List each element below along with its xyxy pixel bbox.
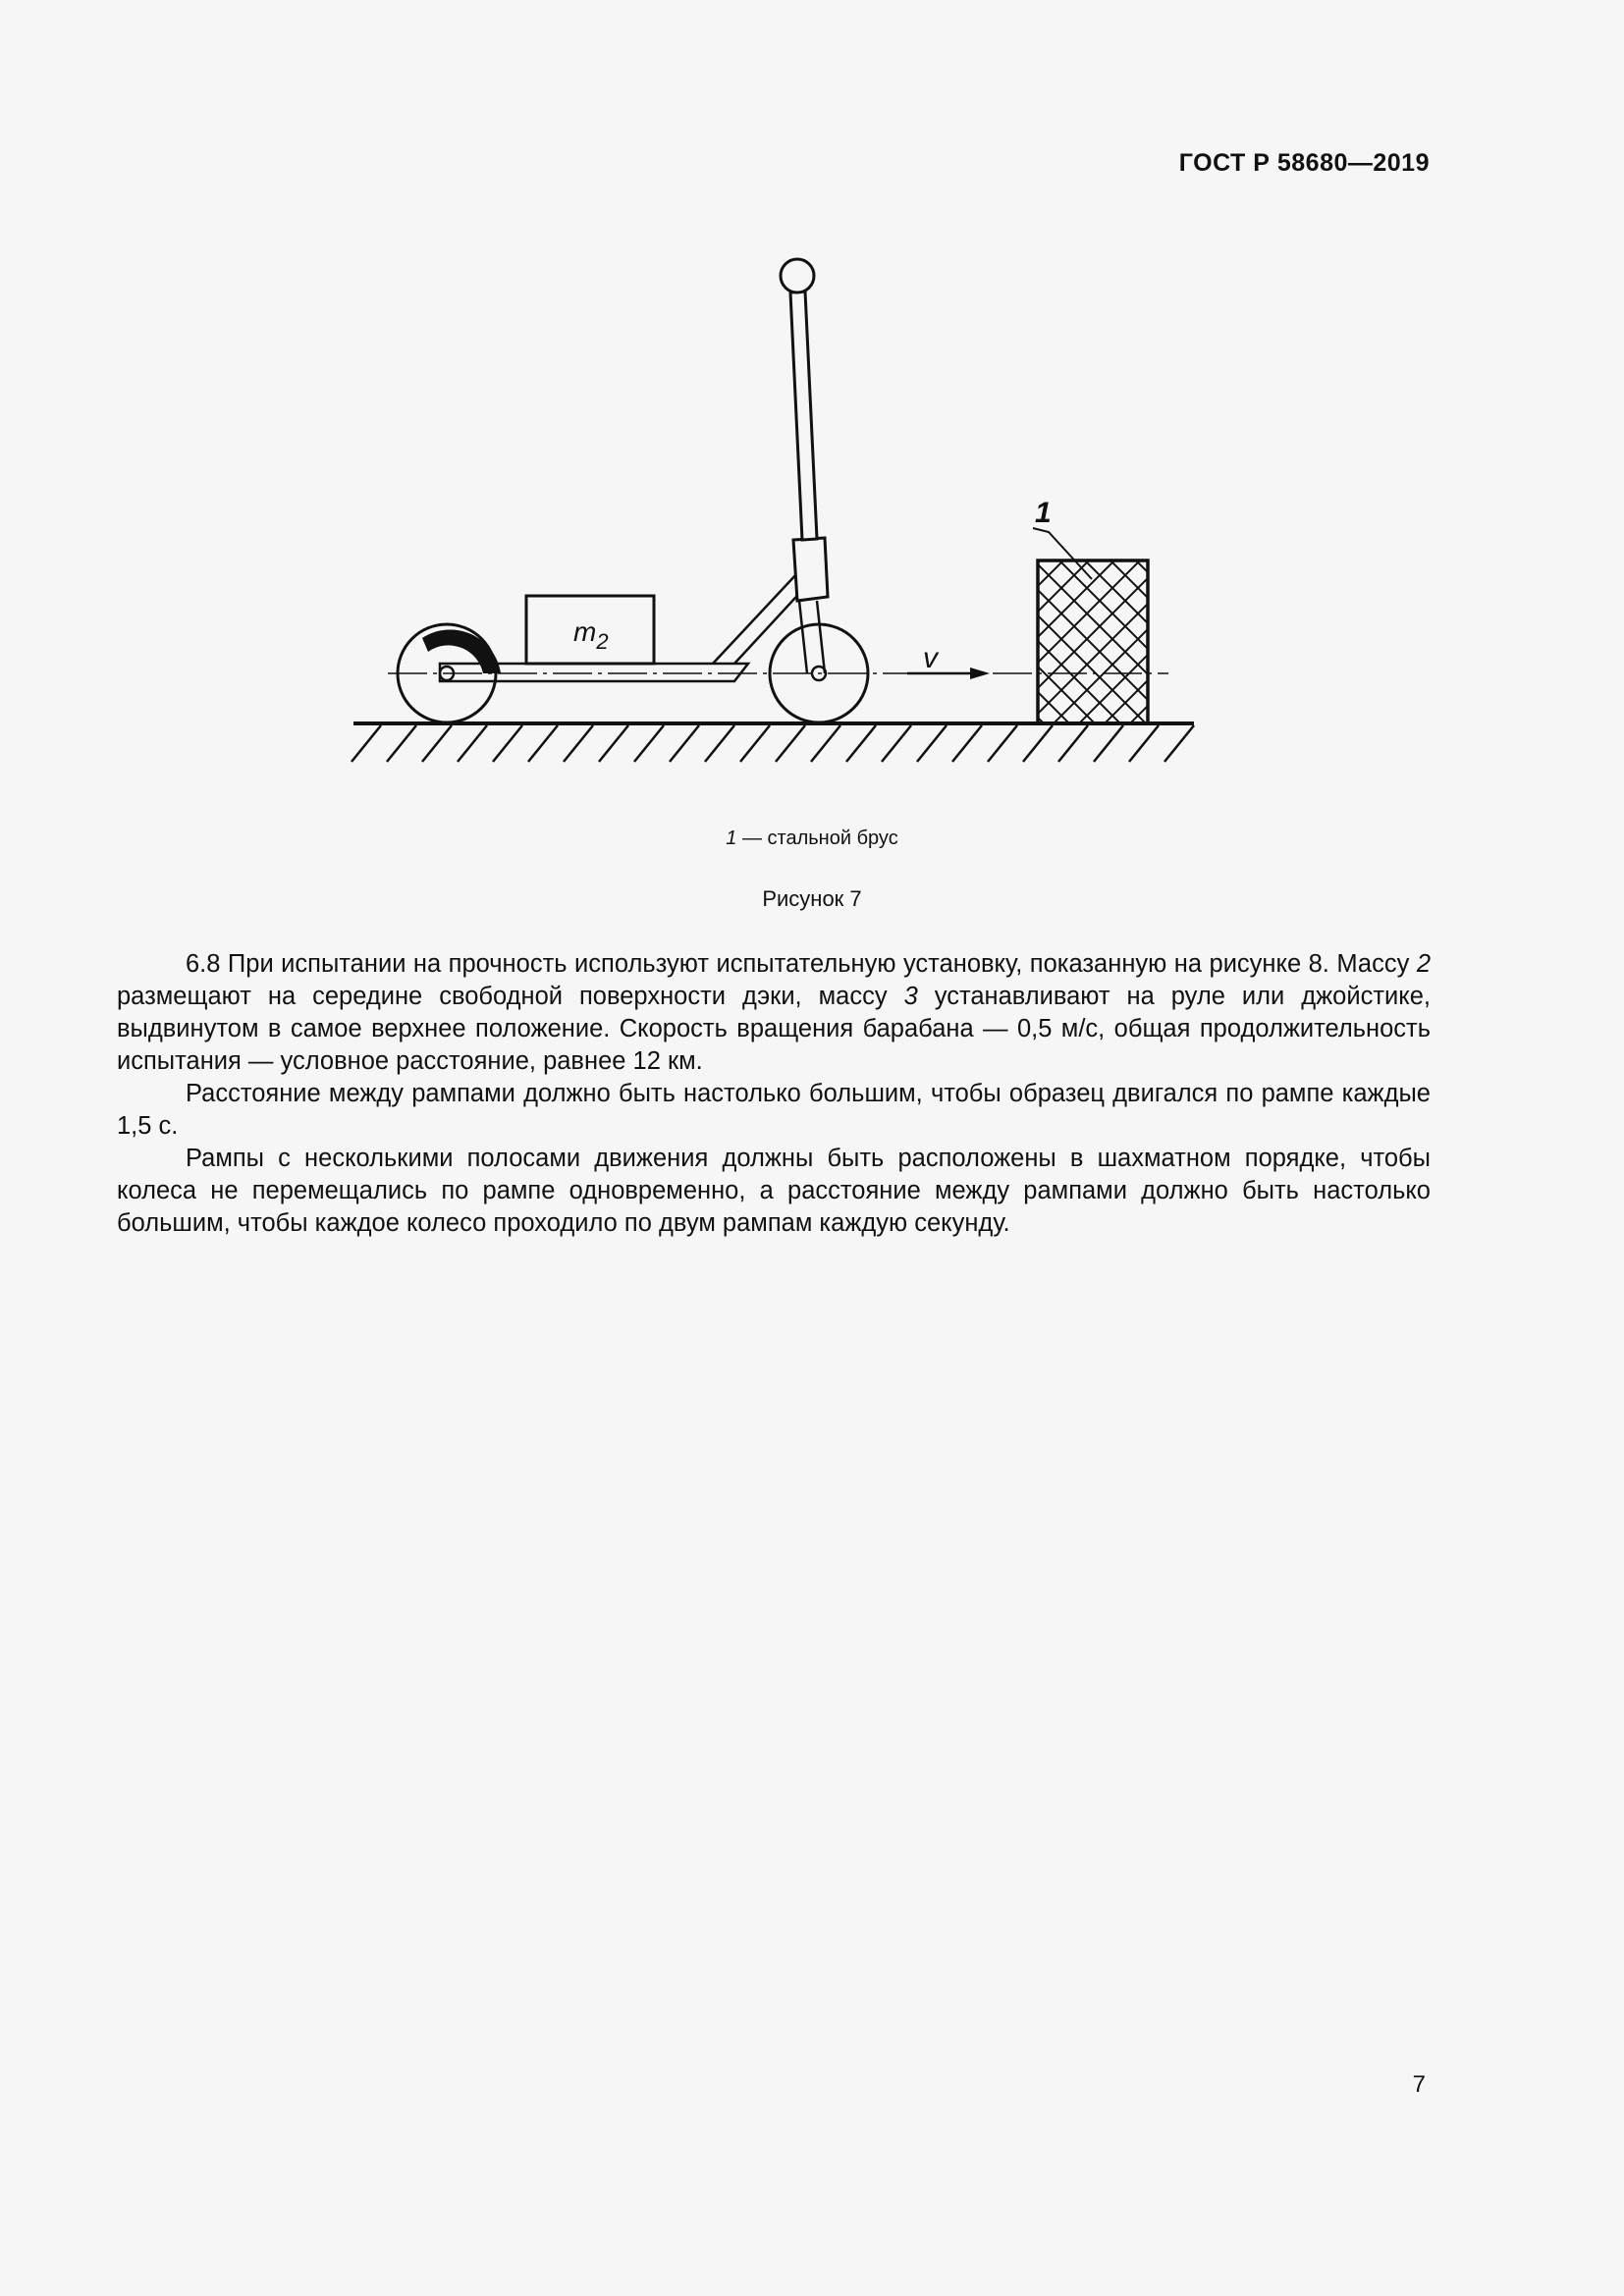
rear-fender bbox=[422, 629, 501, 673]
figure-scooter-test bbox=[334, 243, 1218, 793]
steering-collar bbox=[793, 538, 828, 601]
figure-legend bbox=[0, 828, 1624, 850]
front-fork bbox=[799, 601, 825, 673]
legend-number: 1 bbox=[726, 828, 737, 849]
velocity-label: v bbox=[923, 642, 938, 674]
body-text bbox=[117, 948, 1431, 1240]
paragraph-multi-lane-ramps: Рампы с несколькими полосами движения должны быть расположены в шахматном порядке, чтобы колеса не перемещались по рампе одновременно, а расстояние между рампами должно быть настолько большим, чтобы каждое колесо проходило по двум рампам каждую секунду. bbox=[117, 1145, 1431, 1237]
deck-strut bbox=[713, 573, 807, 664]
paragraph-ramp-distance: Расстояние между рампами должно быть настолько большим, чтобы образец двигался по рампе каждые 1,5 с. bbox=[117, 1080, 1431, 1140]
legend-text: — стальной брус bbox=[736, 828, 898, 849]
figure-caption: Рисунок 7 bbox=[762, 886, 862, 911]
steel-bar bbox=[1038, 561, 1148, 723]
velocity-arrow-head bbox=[970, 667, 990, 679]
handle-grip bbox=[781, 259, 814, 293]
handlebar-stem bbox=[790, 292, 817, 540]
document-code: ГОСТ Р 58680—2019 bbox=[1178, 149, 1430, 177]
paragraph-6-8: 6.8 При испытании на прочность используют испытательную установку, показанную на рисунке 8. Массу 2 размещают на середине свободной поверхности дэки, массу 3 устанавливают на руле или джойстике, выдвинутом в самое верхнее положение. Скорость вращения барабана — 0,5 м/с, общая продолжительность испытания — условное расстояние, равнее 12 км. bbox=[117, 950, 1431, 1075]
callout-number: 1 bbox=[1035, 497, 1052, 529]
mass-label: $m_2$ bbox=[573, 616, 609, 654]
scooter-diagram bbox=[334, 243, 1218, 793]
ground-hatching bbox=[352, 725, 1194, 762]
page-number: 7 bbox=[1412, 2071, 1426, 2098]
